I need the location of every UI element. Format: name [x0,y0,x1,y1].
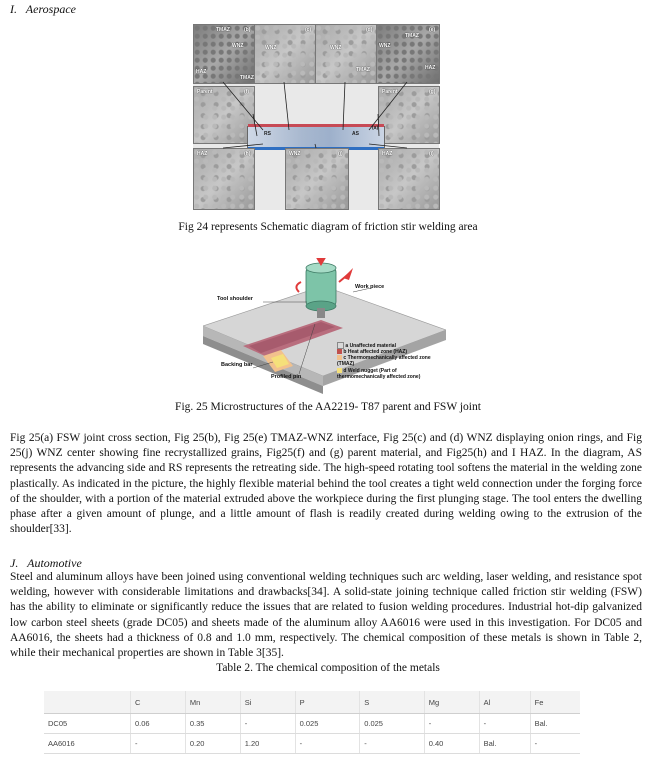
table-header-row [44,691,580,714]
label: WNZ [289,151,301,157]
column-header: C [131,691,186,714]
table-cell: Bal. [530,714,580,734]
section-heading-automotive [10,556,82,571]
table-2-caption: Table 2. The chemical composition of the metals [216,662,440,674]
label: WNZ [330,45,342,51]
table-cell: DC05 [44,714,131,734]
legend-item: a Unaffected material [337,342,445,349]
label: TMAZ [240,75,254,81]
table-cell: 0.06 [131,714,186,734]
table-cell: - [424,714,479,734]
label: (h) [244,151,251,157]
legend-item: d Weld nugget (Part of thermomechanically affected zone) [337,367,421,380]
paragraph-fig25-description: Fig 25(a) FSW joint cross section, Fig 25(b), Fig 25(e) TMAZ-WNZ interface, Fig 25(c) and (d) WNZ displaying onion rings, and Fig 25(j) WNZ center showing fine recrystallized grains, Fig25(f) and (g) parent material, and Fig25(h) and I HAZ. In the diagram, AS represents the advancing side and RS represents the retreating side. The high-speed rotating tool softens the material in the welding zone plastically. As indicated in the picture, the highly flexible material behind the tool creates a tight weld connection under the forging force of the shoulder, with a portion of the material extruded above the workpiece during the first plunging stage. The tool enters the dwelling phase after a given amount of plunge, and a little amount of flash is readily created during welding owing to the extrusion of the shoulder[33]. [10,432,642,536]
table-cell: - [479,714,530,734]
column-header: Fe [530,691,580,714]
table-cell: - [360,734,425,754]
label: Parent [382,89,398,95]
label: WNZ [232,43,244,49]
label: Parent [197,89,213,95]
label-tool-shoulder: Tool shoulder [217,296,253,302]
legend-swatch [337,355,342,360]
figure-24-micrographs [193,24,439,210]
figure-24-caption: Fig 24 represents Schematic diagram of friction stir welding area [178,221,478,233]
label: (c) [305,27,312,33]
connector-lines [193,24,439,210]
label: HAZ [382,151,393,157]
label: (a) [372,125,379,131]
column-header: Si [240,691,295,714]
table-cell: 0.025 [295,714,360,734]
column-header: Al [479,691,530,714]
column-header: P [295,691,360,714]
table-2-chemical-composition [44,691,580,754]
label: TMAZ [356,67,370,73]
label: (i) [429,151,434,157]
legend-item: c Thermomechanically affected zone (TMAZ) [337,355,431,368]
label: TMAZ [405,33,419,39]
legend-swatch [337,342,344,349]
table-cell: AA6016 [44,734,131,754]
label: (j) [338,151,343,157]
legend-item: b Heat affected zone (HAZ) [337,349,445,355]
label-profiled-pin: Profiled pin [271,374,302,380]
table-cell: - [530,734,580,754]
label: (f) [244,89,249,95]
label: (e) [429,27,436,33]
label-work-piece: Work piece [355,284,385,290]
label: TMAZ [216,27,230,33]
section-title: Automotive [27,556,82,570]
label: (d) [366,27,373,33]
label: (b) [244,27,251,33]
table-cell: - [240,714,295,734]
table-cell: - [295,734,360,754]
legend-swatch [337,368,342,373]
column-header: Mg [424,691,479,714]
label: WNZ [265,45,277,51]
label: HAZ [196,69,207,75]
label: (g) [429,89,436,95]
figure-25-fsw-schematic [203,258,446,398]
table-cell: 0.025 [360,714,425,734]
label: AS [352,131,359,137]
table-row [44,734,580,754]
label: HAZ [425,65,436,71]
section-title: Aerospace [25,2,76,16]
table-cell: Bal. [479,734,530,754]
table-cell: 1.20 [240,734,295,754]
table-cell: 0.20 [185,734,240,754]
column-header: Mn [185,691,240,714]
section-heading-aerospace [10,2,76,17]
paragraph-automotive: Steel and aluminum alloys have been joined using conventional welding techniques such arc welding, laser welding, and resistance spot welding, however with considerable limitations and drawbacks[34]. A solid-state joining technique called friction stir welding (FSW) has the ability to eliminate or significantly reduce the issues that are related to fusion welding procedures. Industrial hot-dip galvanized low carbon steel sheets (grade DC05) and sheets made of the aluminum alloy AA6016 were used in this investigation. For DC05 and AA6016, the sheets had a thickness of 0.8 and 1.0 mm, respectively. The chemical composition of these metals is shown in Table 2, while their mechanical properties are shown in Table 3[35]. [10,571,642,660]
column-header: S [360,691,425,714]
table-cell: - [131,734,186,754]
label: WNZ [379,43,391,49]
label-backing-bar: Backing bar [221,362,253,368]
table-row [44,714,580,734]
table-cell: 0.40 [424,734,479,754]
label: RS [264,131,271,137]
figure-25-caption: Fig. 25 Microstructures of the AA2219- T87 parent and FSW joint [175,401,481,413]
section-number: I. [10,2,17,16]
label: HAZ [197,151,208,157]
fig25-legend [337,342,445,380]
legend-swatch [337,349,342,354]
column-header [44,691,131,714]
table-cell: 0.35 [185,714,240,734]
section-number: J. [10,556,19,570]
